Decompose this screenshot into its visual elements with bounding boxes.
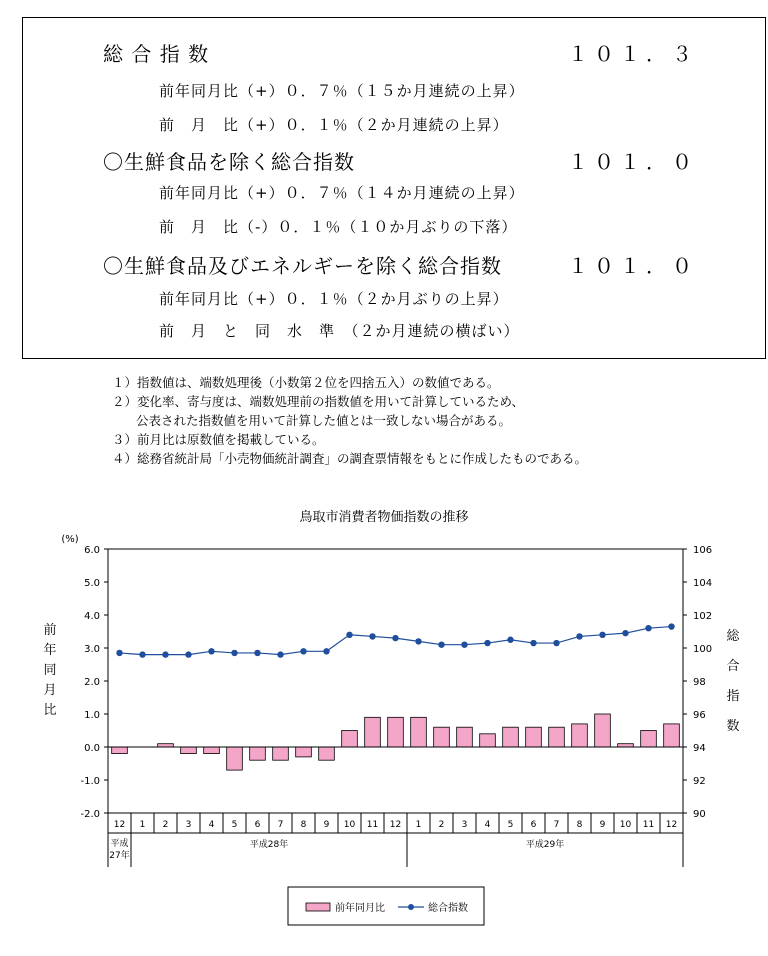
y-left-tick-label: 3.0: [84, 644, 100, 655]
point-index: [622, 630, 628, 636]
y-right-tick-label: 98: [693, 677, 706, 688]
bar-yoy: [342, 731, 358, 748]
point-index: [116, 650, 122, 656]
year-label: 平成: [110, 839, 129, 849]
bar-yoy: [388, 717, 404, 747]
note-2-cont: 公表された指数値を用いて計算した値とは一致しない場合がある。: [136, 413, 512, 428]
legend-marker-index: [408, 904, 414, 910]
bar-yoy: [204, 747, 220, 754]
point-index: [576, 633, 582, 639]
y-right-tick-label: 94: [693, 743, 706, 754]
bar-yoy: [112, 747, 128, 754]
axis-title-char: 月: [43, 683, 57, 698]
legend: [288, 887, 484, 925]
axis-title-char: 年: [43, 643, 57, 658]
category-label: 3: [461, 820, 468, 830]
y-left-tick-label: 0.0: [84, 743, 100, 754]
y-axis-right-title: [726, 629, 740, 734]
legend-swatch-bar: [306, 903, 330, 911]
y-right-tick-label: 100: [693, 644, 713, 655]
point-index: [231, 650, 237, 656]
y-left-tick-label: -2.0: [80, 809, 100, 820]
category-label: 8: [300, 820, 307, 830]
point-index: [162, 651, 168, 657]
y-axis-left-title: [43, 623, 56, 718]
axis-title-char: 同: [43, 663, 57, 678]
category-label: 5: [507, 820, 514, 830]
axis-title-char: 合: [726, 659, 740, 674]
y-right-tick-label: 90: [693, 809, 706, 820]
category-label: 6: [530, 820, 537, 830]
y-right-tick-label: 102: [693, 611, 713, 622]
point-index: [392, 635, 398, 641]
category-label: 7: [277, 820, 284, 830]
point-index: [553, 640, 559, 646]
bar-yoy: [503, 727, 519, 747]
bar-yoy: [457, 727, 473, 747]
point-index: [277, 651, 283, 657]
bar-yoy: [480, 734, 496, 747]
year-label: 平成28年: [249, 840, 289, 850]
bar-yoy: [411, 717, 427, 747]
headline-1-label: 総 合 指 数: [103, 42, 210, 66]
headline-2-mom: 前 月 比（-）０．１％（１０か月ぶりの下落）: [159, 218, 518, 236]
plot-area: [80, 545, 712, 867]
axis-title-char: 数: [726, 719, 740, 734]
headline-3-yoy: 前年同月比（+）０．１％（２か月ぶりの上昇）: [159, 290, 509, 308]
headline-1-mom: 前 月 比（+）０．１％（２か月連続の上昇）: [159, 116, 509, 134]
note-3: ３）前月比は原数値を掲載している。: [112, 432, 325, 447]
category-label: 8: [576, 820, 583, 830]
point-index: [599, 632, 605, 638]
headline-3-mom: 前 月 と 同 水 準 （２か月連続の横ばい）: [159, 322, 520, 340]
axis-title-char: 比: [43, 703, 57, 718]
note-1: １）指数値は、端数処理後（小数第２位を四捨五入）の数値である。: [112, 375, 500, 390]
y-right-tick-label: 104: [693, 578, 713, 589]
point-index: [461, 642, 467, 648]
plot-frame: [108, 549, 683, 813]
headline-1-yoy: 前年同月比（+）０．７％（１５か月連続の上昇）: [159, 82, 525, 100]
headline-1-value: １０１．３: [568, 42, 698, 66]
category-label: 11: [366, 820, 379, 830]
bar-yoy: [273, 747, 289, 760]
bar-yoy: [434, 727, 450, 747]
headline-2-label: 〇生鮮食品を除く総合指数: [103, 150, 355, 174]
note-2: ２）変化率、寄与度は、端数処理前の指数値を用いて計算しているため、: [112, 394, 525, 409]
category-label: 5: [231, 820, 238, 830]
y-left-tick-label: 6.0: [84, 545, 100, 556]
y-right-tick-label: 92: [693, 776, 706, 787]
category-label: 10: [619, 820, 632, 830]
note-4: ４）総務省統計局「小売物価統計調査」の調査票情報をもとに作成したものである。: [112, 451, 588, 466]
category-label: 4: [208, 820, 215, 830]
point-index: [369, 633, 375, 639]
point-index: [208, 648, 214, 654]
category-label: 7: [553, 820, 560, 830]
point-index: [415, 638, 421, 644]
category-label: 12: [665, 820, 678, 830]
y-left-tick-label: 4.0: [84, 611, 100, 622]
point-index: [645, 625, 651, 631]
y-left-tick-label: 2.0: [84, 677, 100, 688]
headline-3-value: １０１．０: [568, 254, 698, 278]
legend-label-index: 総合指数: [428, 903, 468, 914]
chart-title: 鳥取市消費者物価指数の推移: [299, 510, 469, 525]
point-index: [185, 651, 191, 657]
legend-label-yoy: 前年同月比: [335, 903, 385, 914]
point-index: [254, 650, 260, 656]
point-index: [484, 640, 490, 646]
year-label: 平成29年: [525, 840, 565, 850]
axis-title-char: 前: [43, 623, 57, 638]
y-left-tick-label: -1.0: [80, 776, 100, 787]
category-label: 1: [139, 820, 146, 830]
point-index: [438, 642, 444, 648]
category-label: 2: [162, 820, 169, 830]
bar-yoy: [664, 724, 680, 747]
category-label: 12: [113, 820, 126, 830]
y-left-tick-label: 5.0: [84, 578, 100, 589]
bar-yoy: [181, 747, 197, 754]
point-index: [346, 632, 352, 638]
left-unit-label: (%): [61, 534, 79, 545]
bar-yoy: [595, 714, 611, 747]
year-label: 27年: [109, 851, 130, 861]
y-right-tick-label: 106: [693, 545, 713, 556]
point-index: [323, 648, 329, 654]
bar-yoy: [319, 747, 335, 760]
category-label: 4: [484, 820, 491, 830]
category-label: 9: [323, 820, 330, 830]
point-index: [507, 637, 513, 643]
headline-2-yoy: 前年同月比（+）０．７％（１４か月連続の上昇）: [159, 184, 525, 202]
point-index: [300, 648, 306, 654]
category-label: 9: [599, 820, 606, 830]
bar-yoy: [641, 731, 657, 748]
headline-2-value: １０１．０: [568, 150, 698, 174]
bar-yoy: [526, 727, 542, 747]
bar-yoy: [365, 717, 381, 747]
category-label: 6: [254, 820, 261, 830]
category-label: 2: [438, 820, 445, 830]
y-right-tick-label: 96: [693, 710, 706, 721]
category-label: 12: [389, 820, 402, 830]
point-index: [530, 640, 536, 646]
point-index: [668, 623, 674, 629]
bar-yoy: [250, 747, 266, 760]
axis-title-char: 指: [726, 689, 740, 704]
category-label: 1: [415, 820, 422, 830]
category-label: 10: [343, 820, 356, 830]
y-left-tick-label: 1.0: [84, 710, 100, 721]
axis-title-char: 総: [726, 629, 740, 644]
headline-3-label: 〇生鮮食品及びエネルギーを除く総合指数: [103, 254, 502, 278]
bar-yoy: [296, 747, 312, 757]
bar-yoy: [549, 727, 565, 747]
point-index: [139, 651, 145, 657]
bar-yoy: [227, 747, 243, 770]
category-label: 3: [185, 820, 192, 830]
category-label: 11: [642, 820, 655, 830]
bar-yoy: [572, 724, 588, 747]
